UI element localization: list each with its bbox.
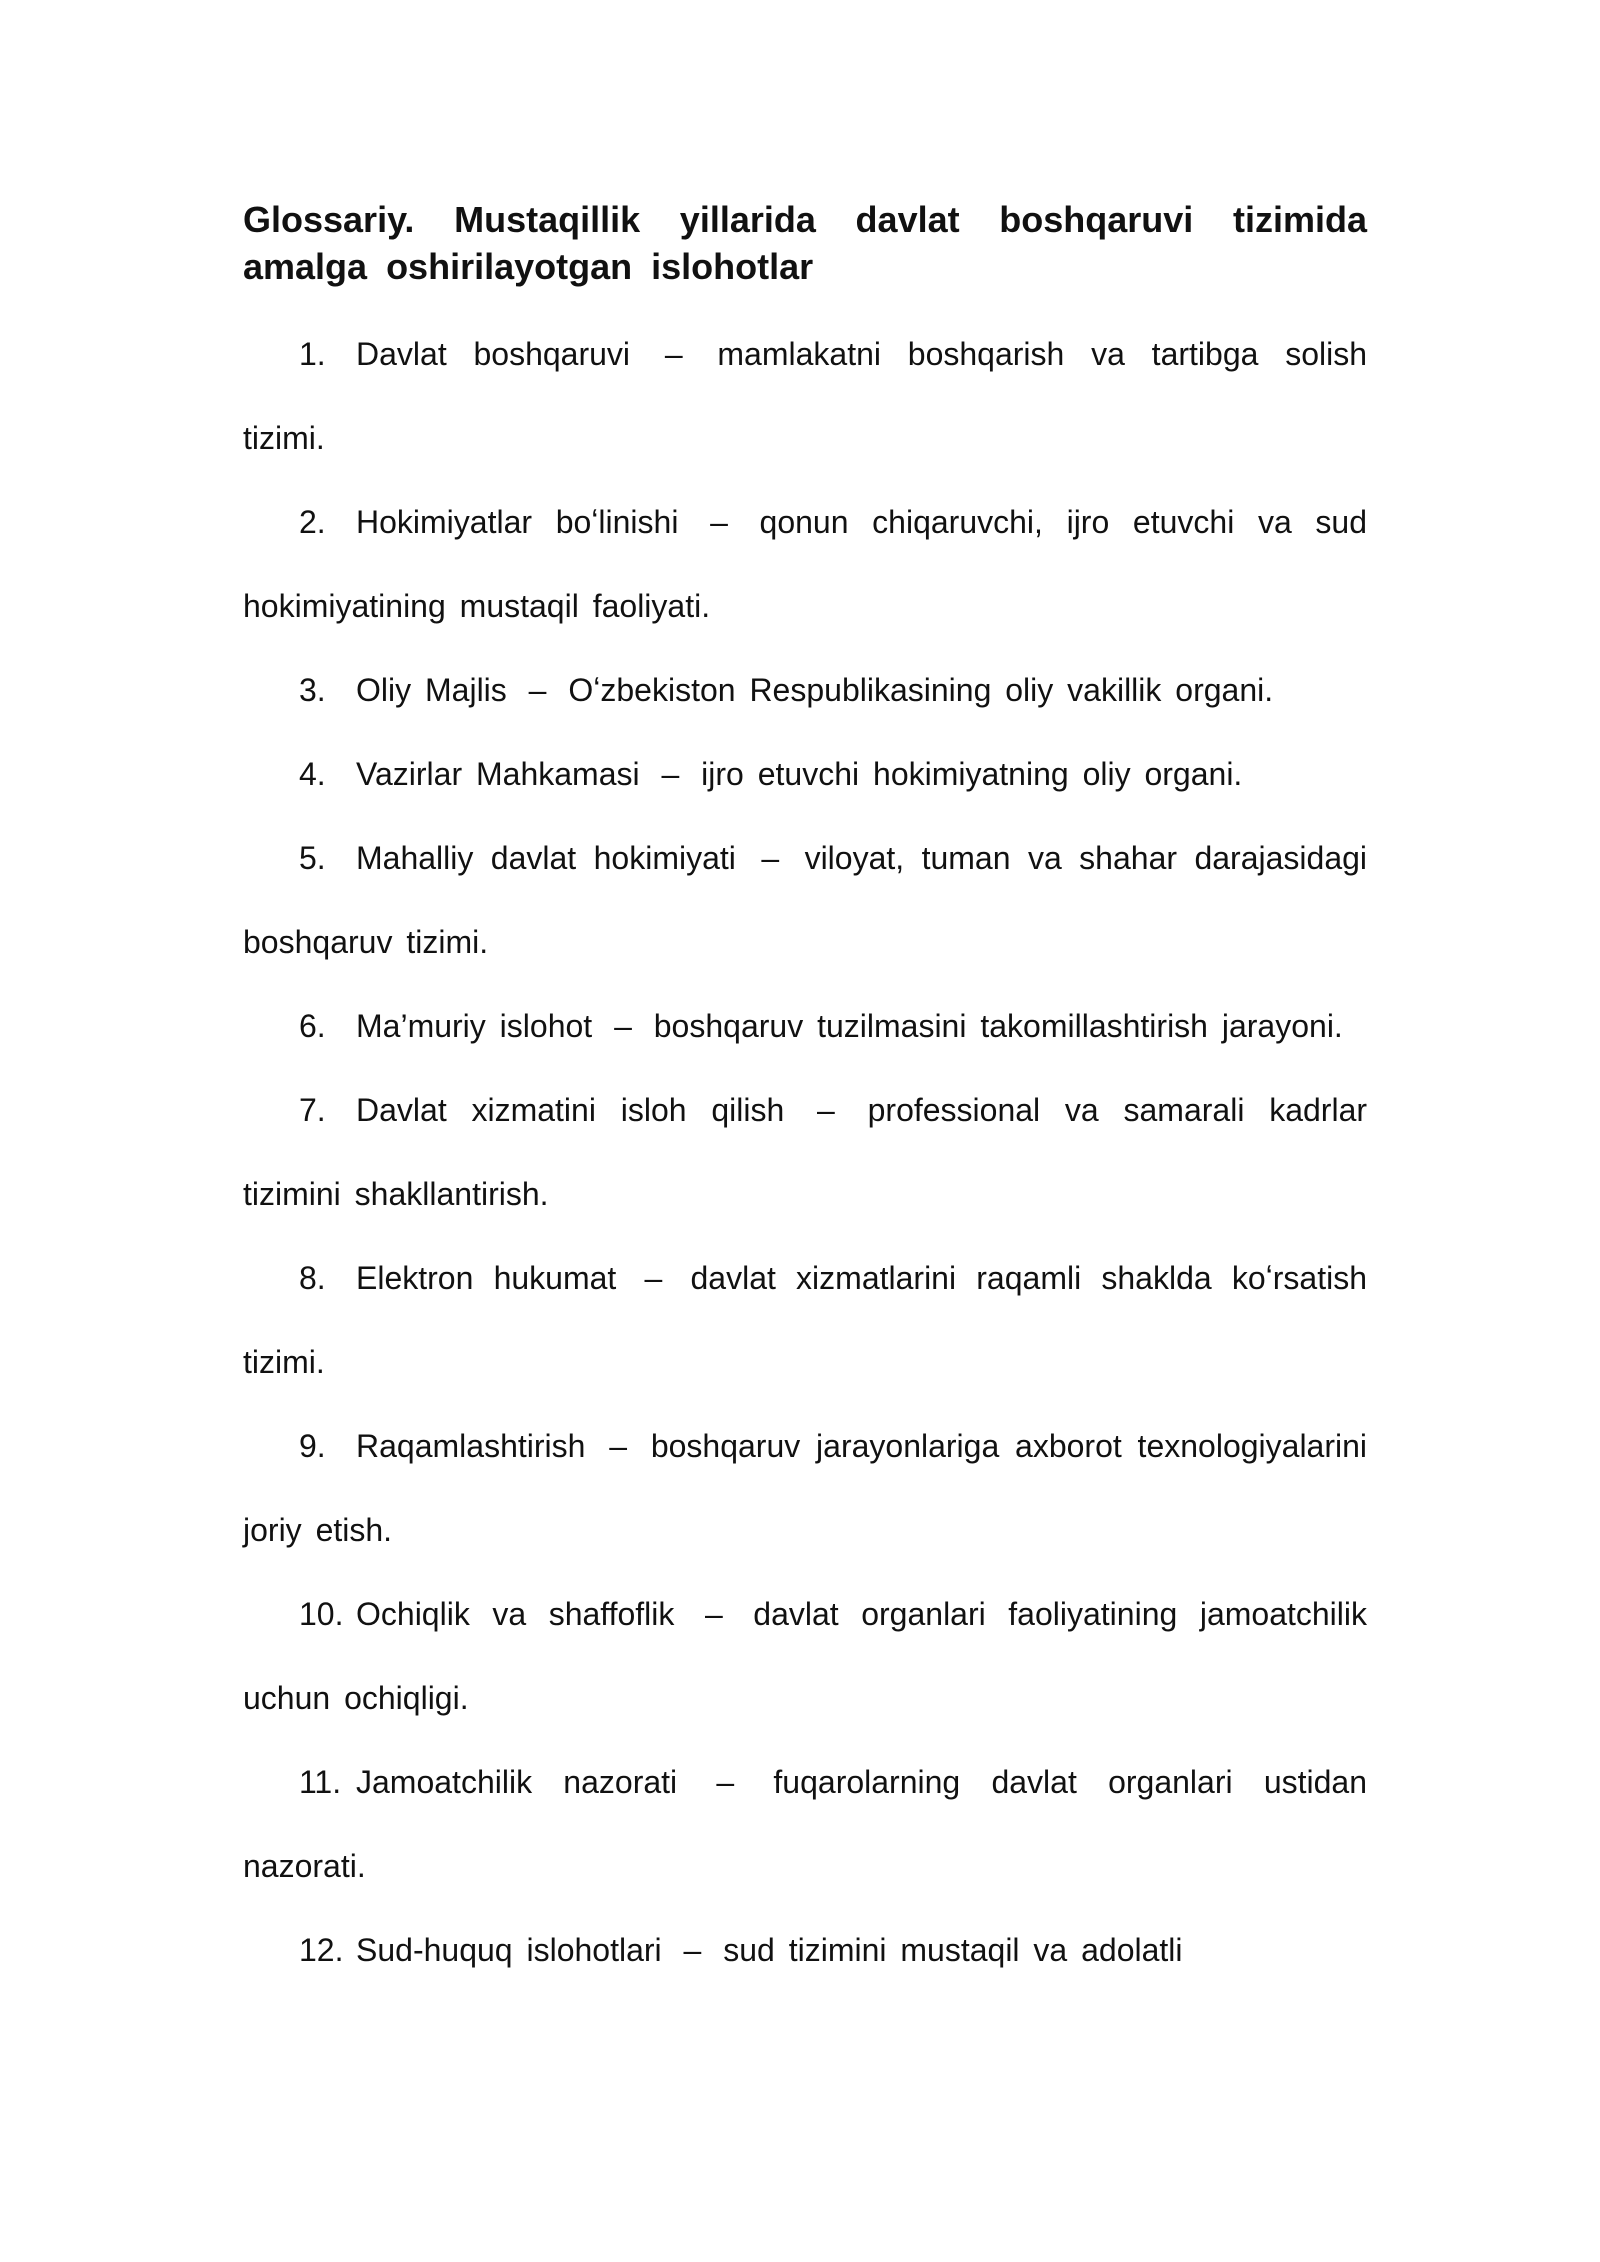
glossary-entry (243, 1404, 1367, 1572)
entry-dash: – (761, 840, 780, 876)
document-body (243, 196, 1367, 1992)
entry-term: Jamoatchilik nazorati (356, 1764, 678, 1800)
entry-number: 5. (299, 840, 326, 876)
entry-number: 11. (299, 1764, 342, 1800)
entry-term: Oliy Majlis (356, 672, 507, 708)
glossary-entry (243, 312, 1367, 480)
entry-definition: boshqaruv jarayonlariga axborot texnologiyalarini joriy etish. (243, 1428, 1368, 1548)
entry-definition: fuqarolarning davlat organlari ustidan nazorati. (243, 1764, 1367, 1884)
entry-definition: davlat xizmatlarini raqamli shaklda koʻrsatish tizimi. (243, 1260, 1368, 1380)
entry-number: 9. (299, 1428, 326, 1464)
entry-definition: boshqaruv tuzilmasini takomillashtirish jarayoni. (653, 1008, 1343, 1044)
glossary-entry (243, 1236, 1367, 1404)
entry-definition: davlat organlari faoliyatining jamoatchilik uchun ochiqligi. (243, 1596, 1368, 1716)
entry-term: Ochiqlik va shaffoflik (356, 1596, 675, 1632)
entry-number: 3. (299, 672, 326, 708)
entry-dash: – (614, 1008, 632, 1044)
entry-term: Mahalliy davlat hokimiyati (356, 840, 736, 876)
glossary-entry (243, 1740, 1367, 1908)
entry-term: Raqamlashtirish (356, 1428, 586, 1464)
entry-number: 6. (299, 1008, 326, 1044)
entry-term: Elektron hukumat (356, 1260, 617, 1296)
entry-dash: – (710, 504, 728, 540)
entry-number: 8. (299, 1260, 326, 1296)
glossary-entry (243, 1908, 1367, 1992)
glossary-entry (243, 480, 1367, 648)
entry-number: 12. (299, 1932, 344, 1968)
glossary-entry (243, 732, 1367, 816)
entry-number: 7. (299, 1092, 326, 1128)
entry-term: Hokimiyatlar boʻlinishi (356, 504, 679, 540)
glossary-entry (243, 1068, 1367, 1236)
entry-term: Vazirlar Mahkamasi (356, 756, 640, 792)
entry-definition: Oʻzbekiston Respublikasining oliy vakillik organi. (568, 672, 1274, 708)
entry-term: Davlat boshqaruvi (356, 336, 631, 372)
entry-dash: – (716, 1764, 735, 1800)
entry-dash: – (664, 336, 683, 372)
glossary-entry (243, 1572, 1367, 1740)
entry-definition: qonun chiqaruvchi, ijro etuvchi va sud hokimiyatining mustaqil faoliyati. (243, 504, 1367, 624)
entry-term: Ma’muriy islohot (356, 1008, 593, 1044)
entry-definition: viloyat, tuman va shahar darajasidagi boshqaruv tizimi. (243, 840, 1368, 960)
document-title: Glossariy. Mustaqillik yillarida davlat boshqaruvi tizimida amalga oshirilayotgan islohotlar (243, 199, 1367, 287)
entry-definition: mamlakatni boshqarish va tartibga solish tizimi. (243, 336, 1368, 456)
entry-dash: – (683, 1932, 702, 1968)
entry-definition: sud tizimini mustaqil va adolatli (723, 1932, 1183, 1968)
entry-dash: – (817, 1092, 835, 1128)
entry-dash: – (528, 672, 547, 708)
entry-definition: professional va samarali kadrlar tizimini shakllantirish. (243, 1092, 1368, 1212)
glossary-list (243, 312, 1367, 1992)
entry-dash: – (609, 1428, 628, 1464)
entry-dash: – (704, 1596, 723, 1632)
entry-term: Sud-huquq islohotlari (356, 1932, 662, 1968)
glossary-entry (243, 816, 1367, 984)
entry-dash: – (661, 756, 680, 792)
entry-term: Davlat xizmatini isloh qilish (356, 1092, 785, 1128)
glossary-entry (243, 648, 1367, 732)
entry-number: 1. (299, 336, 326, 372)
glossary-entry (243, 984, 1367, 1068)
entry-dash: – (644, 1260, 663, 1296)
entry-number: 4. (299, 756, 326, 792)
entry-definition: ijro etuvchi hokimiyatning oliy organi. (701, 756, 1243, 792)
entry-number: 2. (299, 504, 326, 540)
entry-number: 10. (299, 1596, 344, 1632)
